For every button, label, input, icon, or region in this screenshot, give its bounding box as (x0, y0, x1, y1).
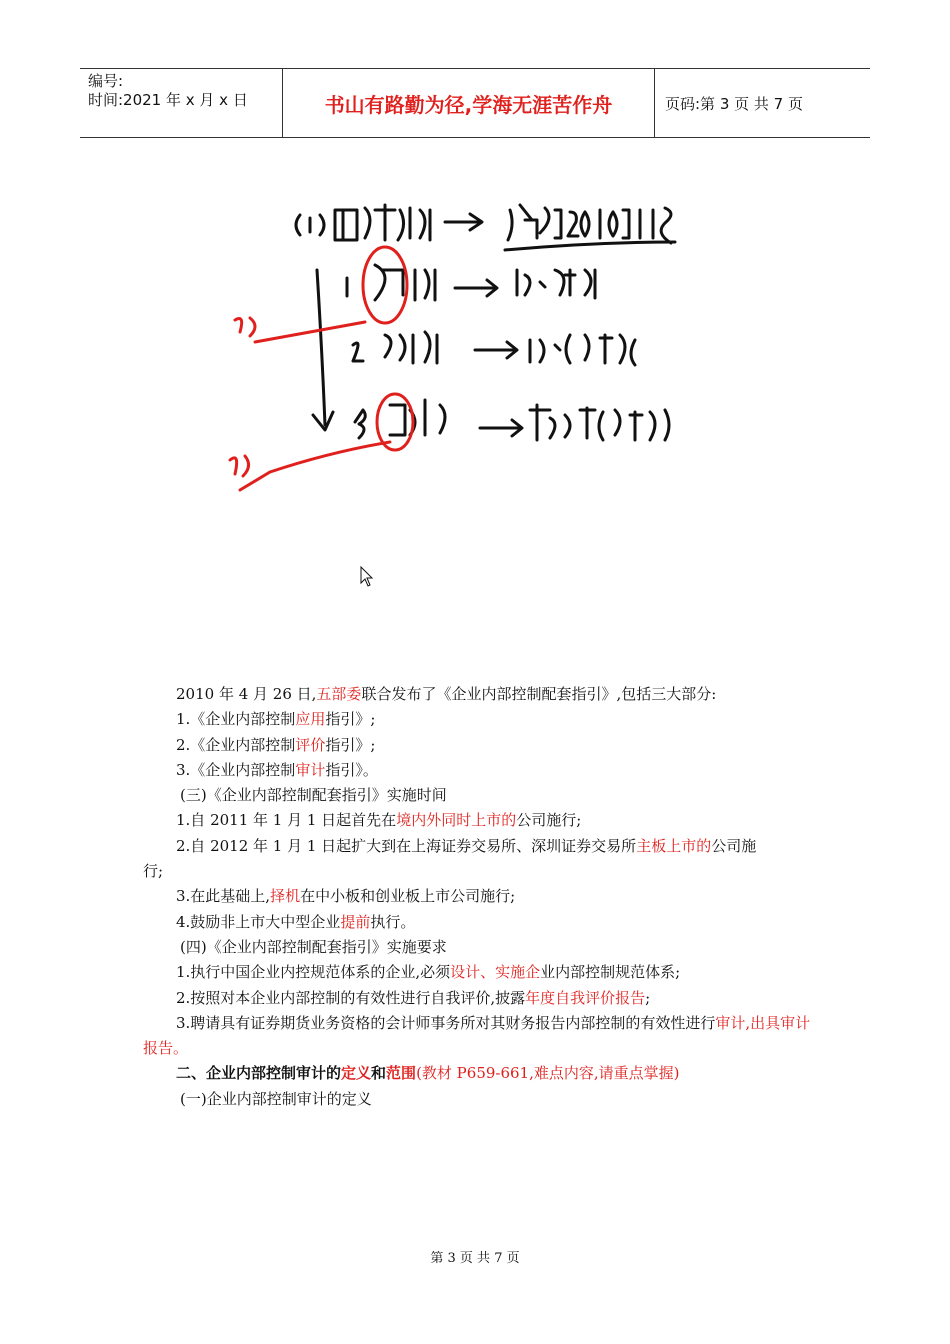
list-item: 3.聘请具有证券期货业务资格的会计师事务所对其财务报告内部控制的有效性进行审计,出具审计报告。 (143, 1013, 811, 1058)
list-item: 1.执行中国企业内控规范体系的企业,必须设计、实施企业内部控制规范体系; (176, 963, 681, 982)
section-heading: (四)《企业内部控制配套指引》实施要求 (180, 937, 447, 956)
list-item: 2.《企业内部控制评价指引》; (176, 735, 376, 754)
intro-paragraph: 2010 年 4 月 26 日,五部委联合发布了《企业内部控制配套指引》,包括三大部分: (176, 685, 717, 703)
mouse-cursor-icon (360, 566, 376, 588)
motto: 书山有路勤为径,学海无涯苦作舟 (283, 69, 655, 137)
list-item-continuation: 行; (143, 862, 164, 881)
header-meta-cell (80, 69, 283, 137)
list-item: 4.鼓励非上市大中型企业提前执行。 (176, 912, 416, 931)
section-title: 二、企业内部控制审计的定义和范围(教材 P659-661,难点内容,请重点掌握) (176, 1064, 680, 1083)
section-heading: (三)《企业内部控制配套指引》实施时间 (180, 786, 447, 805)
document-body (143, 682, 813, 1112)
page-label: 页码:第 3 页 共 7 页 (665, 94, 803, 113)
number-label: 编号: (88, 72, 124, 90)
handwritten-sketch-image (225, 170, 705, 530)
page-footer: 第 3 页 共 7 页 (430, 1251, 520, 1266)
list-item: 3.在此基础上,择机在中小板和创业板上市公司施行; (176, 887, 516, 906)
list-item: 2.自 2012 年 1 月 1 日起扩大到在上海证券交易所、深圳证券交易所主板上市的公司施 (176, 836, 757, 855)
time-label: 时间:2021 年 x 月 x 日 (88, 91, 248, 109)
list-item: 1.《企业内部控制应用指引》; (176, 710, 376, 729)
section-heading: (一)企业内部控制审计的定义 (180, 1089, 372, 1108)
list-item: 1.自 2011 年 1 月 1 日起首先在境内外同时上市的公司施行; (176, 811, 582, 830)
list-item: 2.按照对本企业内部控制的有效性进行自我评价,披露年度自我评价报告; (176, 988, 651, 1007)
list-item: 3.《企业内部控制审计指引》。 (176, 760, 378, 779)
header-table (80, 68, 870, 138)
